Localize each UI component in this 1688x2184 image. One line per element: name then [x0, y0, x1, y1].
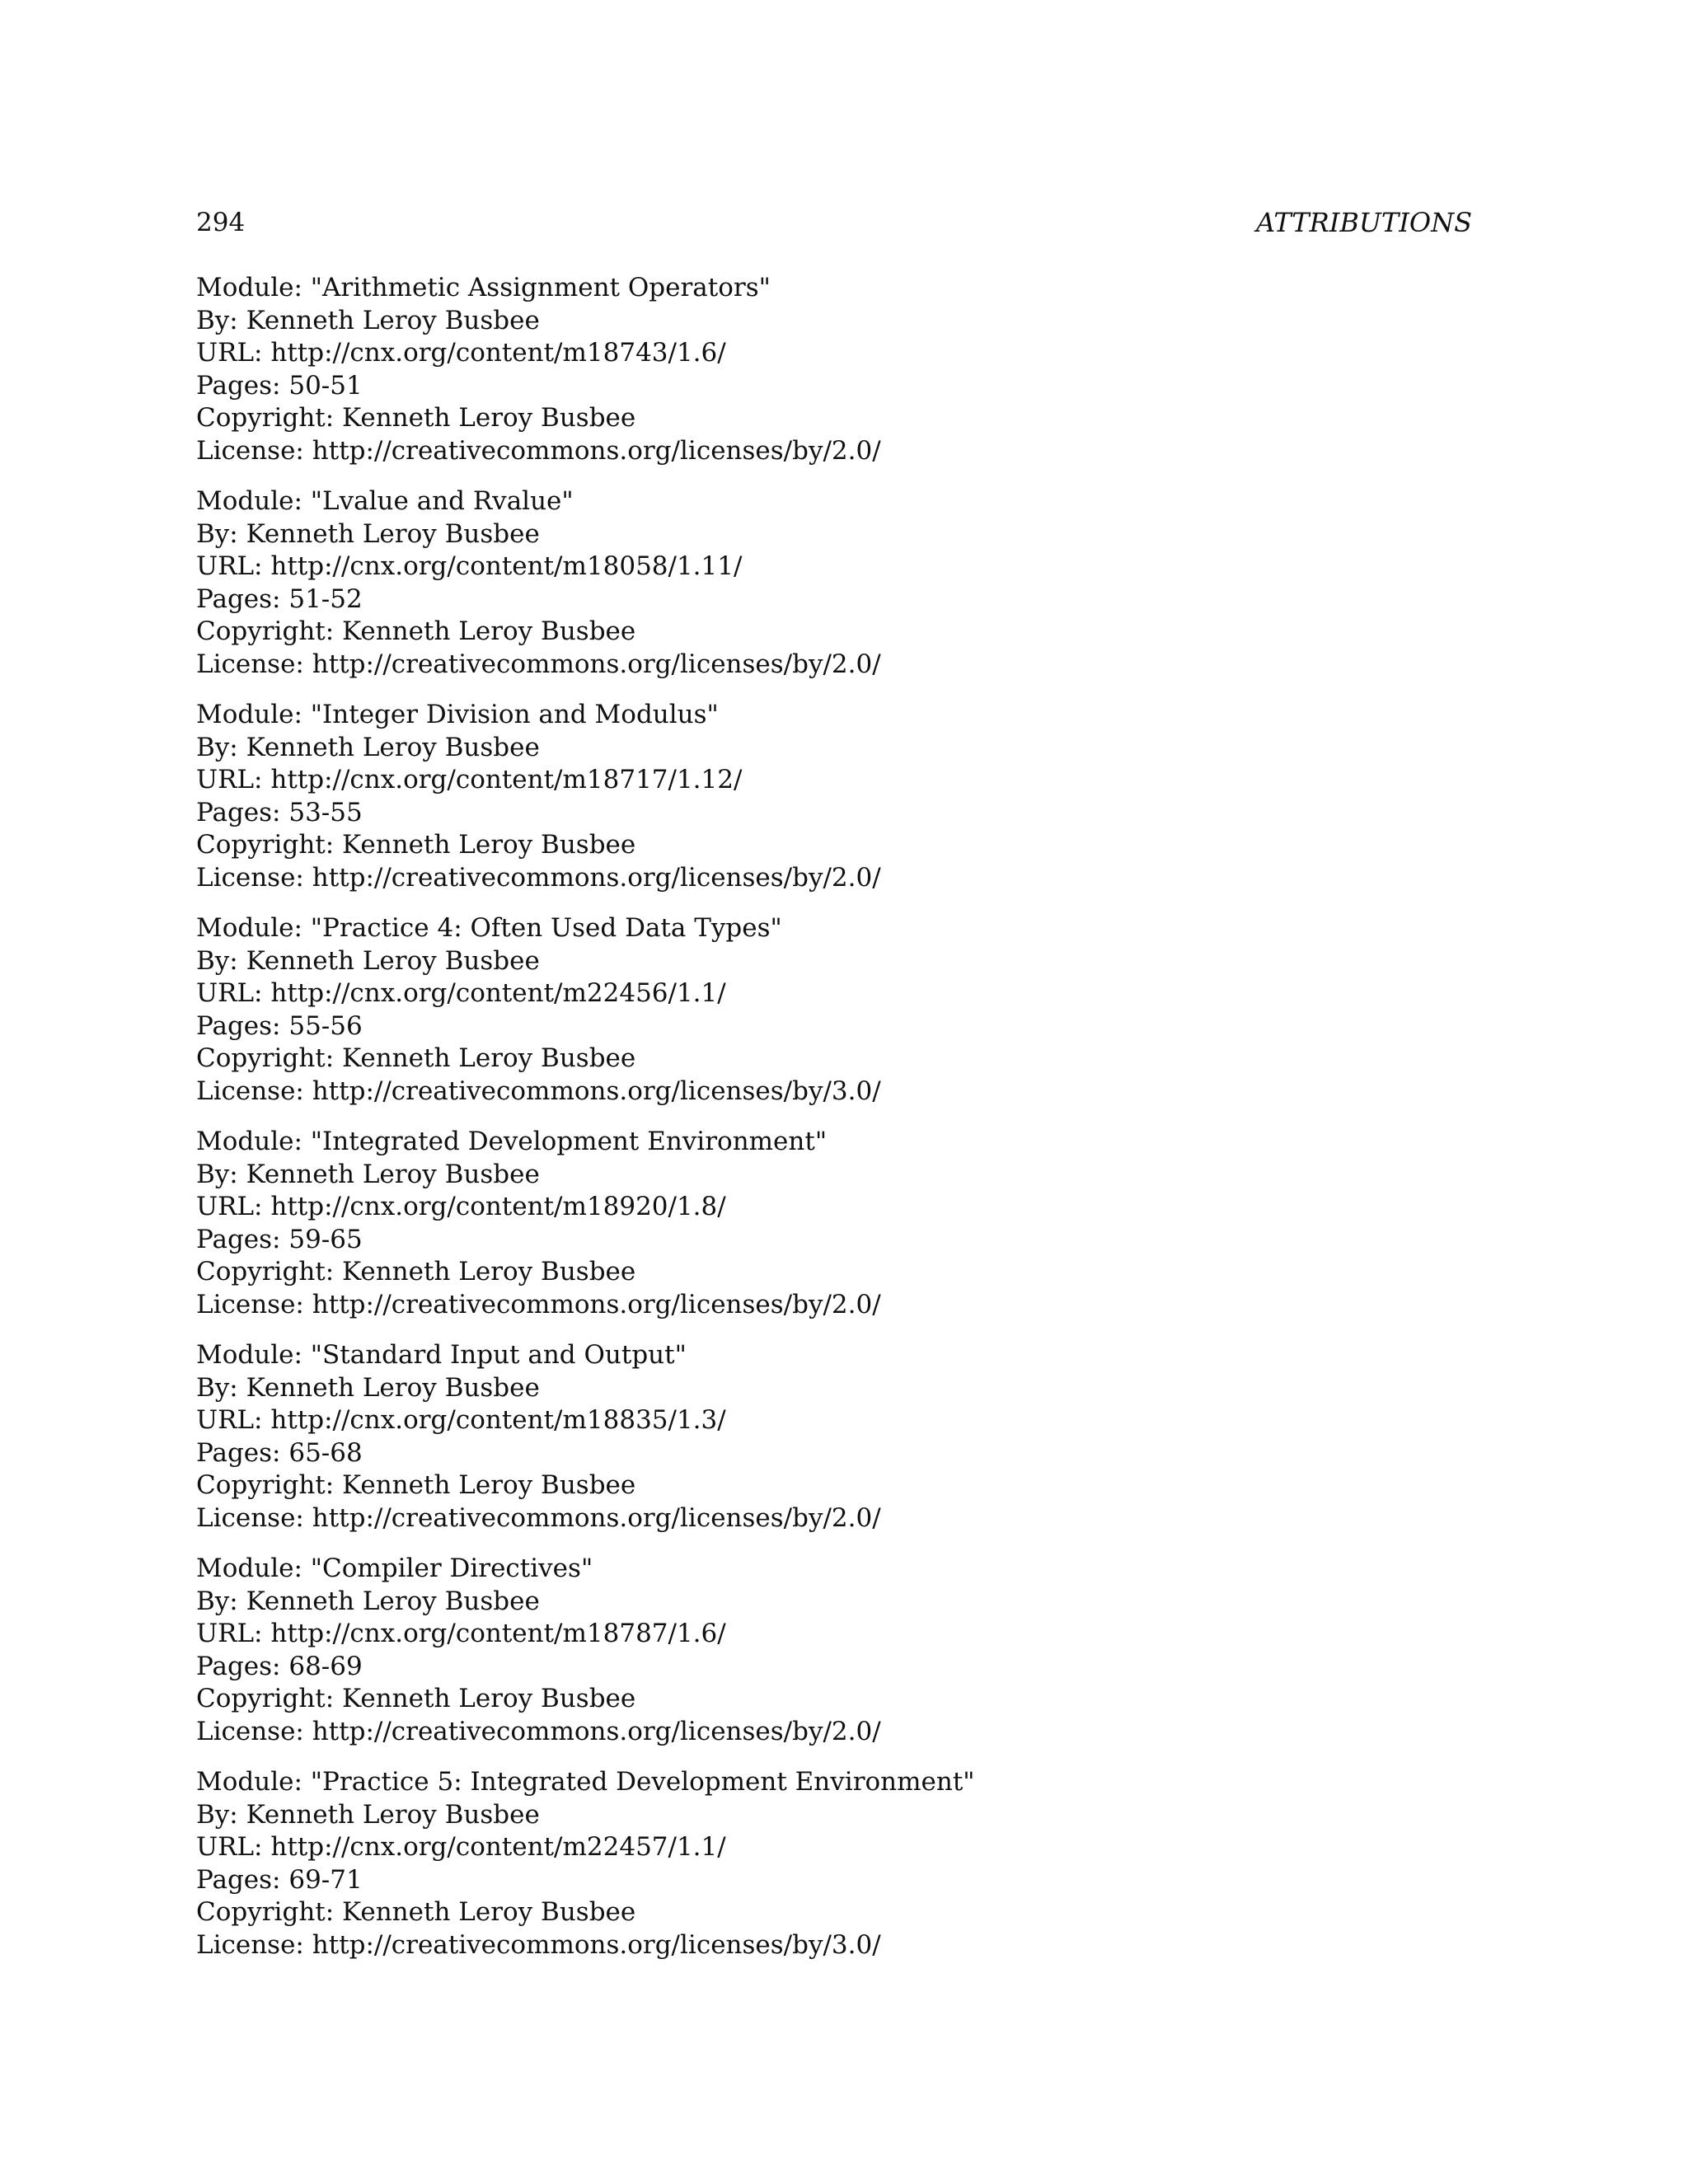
pages-line: Pages: 55-56	[196, 1010, 363, 1041]
module-title: Module: "Integer Division and Modulus"	[196, 700, 719, 729]
module-title: Module: "Lvalue and Rvalue"	[196, 486, 574, 516]
page-number: 294	[196, 208, 246, 237]
copyright-line: Copyright: Kenneth Leroy Busbee	[196, 830, 636, 860]
attribution-list	[196, 272, 1472, 1980]
pages-line: Pages: 68-69	[196, 1651, 363, 1681]
author-line: By: Kenneth Leroy Busbee	[196, 945, 540, 976]
url-line: URL: http://cnx.org/content/m18743/1.6/	[196, 338, 726, 368]
copyright-line: Copyright: Kenneth Leroy Busbee	[196, 1470, 636, 1500]
license-line: License: http://creativecommons.org/licenses/by/2.0/	[196, 1289, 881, 1319]
copyright-line: Copyright: Kenneth Leroy Busbee	[196, 1684, 636, 1713]
url-line: URL: http://cnx.org/content/m18717/1.12/	[196, 765, 743, 794]
module-title: Module: "Arithmetic Assignment Operators"	[196, 273, 771, 302]
page-header	[196, 204, 1472, 241]
url-line: URL: http://cnx.org/content/m22456/1.1/	[196, 978, 726, 1008]
attribution-entry	[196, 1553, 1472, 1748]
attribution-entry	[196, 1339, 1472, 1535]
license-line: License: http://creativecommons.org/licenses/by/3.0/	[196, 1929, 881, 1960]
module-title: Module: "Practice 5: Integrated Development Environment"	[196, 1767, 975, 1797]
pages-line: Pages: 53-55	[196, 797, 363, 827]
author-line: By: Kenneth Leroy Busbee	[196, 1799, 540, 1830]
license-line: License: http://creativecommons.org/licenses/by/2.0/	[196, 1716, 881, 1746]
pages-line: Pages: 59-65	[196, 1224, 363, 1254]
running-head: ATTRIBUTIONS	[1256, 207, 1472, 238]
pages-line: Pages: 50-51	[196, 370, 363, 401]
attribution-entry	[196, 699, 1472, 894]
author-line: By: Kenneth Leroy Busbee	[196, 305, 540, 335]
attribution-entry	[196, 272, 1472, 467]
module-title: Module: "Compiler Directives"	[196, 1554, 593, 1583]
module-title: Module: "Standard Input and Output"	[196, 1340, 687, 1370]
attribution-entry	[196, 1126, 1472, 1321]
author-line: By: Kenneth Leroy Busbee	[196, 518, 540, 549]
attribution-entry	[196, 485, 1472, 681]
url-line: URL: http://cnx.org/content/m18920/1.8/	[196, 1192, 726, 1221]
author-line: By: Kenneth Leroy Busbee	[196, 1159, 540, 1189]
pages-line: Pages: 69-71	[196, 1864, 363, 1895]
license-line: License: http://creativecommons.org/licenses/by/2.0/	[196, 649, 881, 679]
copyright-line: Copyright: Kenneth Leroy Busbee	[196, 1257, 636, 1286]
license-line: License: http://creativecommons.org/licenses/by/3.0/	[196, 1076, 881, 1106]
copyright-line: Copyright: Kenneth Leroy Busbee	[196, 1897, 636, 1927]
pages-line: Pages: 51-52	[196, 583, 363, 614]
author-line: By: Kenneth Leroy Busbee	[196, 732, 540, 762]
license-line: License: http://creativecommons.org/licenses/by/2.0/	[196, 1502, 881, 1533]
url-line: URL: http://cnx.org/content/m18058/1.11/	[196, 551, 743, 581]
license-line: License: http://creativecommons.org/licenses/by/2.0/	[196, 862, 881, 893]
pages-line: Pages: 65-68	[196, 1437, 363, 1468]
module-title: Module: "Integrated Development Environment"	[196, 1127, 828, 1156]
url-line: URL: http://cnx.org/content/m22457/1.1/	[196, 1832, 726, 1862]
attribution-entry	[196, 912, 1472, 1108]
copyright-line: Copyright: Kenneth Leroy Busbee	[196, 403, 636, 433]
author-line: By: Kenneth Leroy Busbee	[196, 1372, 540, 1403]
author-line: By: Kenneth Leroy Busbee	[196, 1586, 540, 1616]
url-line: URL: http://cnx.org/content/m18835/1.3/	[196, 1405, 726, 1435]
copyright-line: Copyright: Kenneth Leroy Busbee	[196, 1043, 636, 1073]
attribution-entry	[196, 1766, 1472, 1961]
url-line: URL: http://cnx.org/content/m18787/1.6/	[196, 1619, 726, 1648]
license-line: License: http://creativecommons.org/licenses/by/2.0/	[196, 435, 881, 466]
copyright-line: Copyright: Kenneth Leroy Busbee	[196, 616, 636, 646]
module-title: Module: "Practice 4: Often Used Data Types"	[196, 913, 782, 943]
